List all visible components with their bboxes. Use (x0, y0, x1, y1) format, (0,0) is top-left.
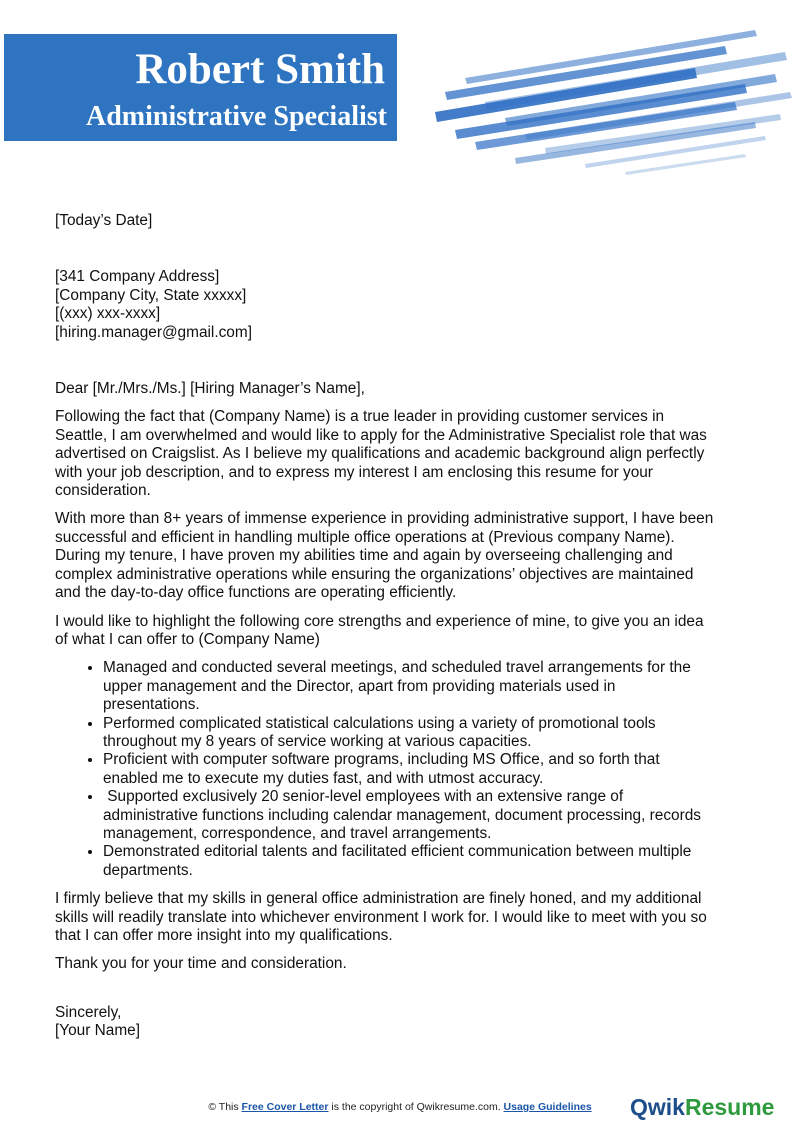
letter-body (55, 212, 767, 1041)
salutation: Dear [Mr./Mrs./Ms.] [Hiring Manager’s Name], (55, 380, 365, 398)
footer-prefix: © This (208, 1101, 242, 1113)
recipient-address (55, 268, 767, 342)
text-line: Seattle, I am overwhelmed and would like to apply for the Administrative Specialist role that was (55, 426, 707, 444)
list-item (103, 788, 767, 843)
text-line: throughout my 8 years of service working at various capacities. (103, 732, 532, 750)
list-item (103, 751, 767, 788)
text-line: • Managed and conducted several meetings, and scheduled travel arrangements for the (103, 659, 691, 677)
text-line: presentations. (103, 696, 200, 714)
text-line: of what I can offer to (Company Name) (55, 630, 320, 648)
text-line: Thank you for your time and consideration. (55, 955, 347, 973)
text-line: • Demonstrated editorial talents and facilitated efficient communication between multiple (103, 843, 692, 861)
text-line: and the day-to-day office functions are operating efficiently. (55, 584, 457, 602)
paragraph-closing (55, 890, 767, 945)
phone-line: [(xxx) xxx-xxxx] (55, 305, 161, 323)
strengths-list (55, 659, 767, 880)
decorative-stripes (425, 30, 795, 180)
logo-part-qwik: Qwik (630, 1094, 685, 1120)
text-line: advertised on Craigslist. As I believe my qualifications and academic background align perfectly (55, 445, 705, 463)
signoff: Sincerely, (55, 1003, 122, 1021)
letter-date: [Today’s Date] (55, 212, 153, 229)
header-banner (4, 34, 397, 141)
applicant-name: Robert Smith (135, 46, 385, 93)
text-line: complex administrative operations while ensuring the organizations’ objectives are maintained (55, 565, 694, 583)
text-line: consideration. (55, 482, 151, 500)
text-line: I would like to highlight the following core strengths and experience of mine, to give you an idea (55, 612, 704, 630)
text-line: During my tenure, I have proven my abilities time and again by overseeing challenging and (55, 547, 673, 565)
free-cover-letter-link[interactable]: Free Cover Letter (241, 1101, 329, 1113)
text-line: Following the fact that (Company Name) is a true leader in providing customer services in (55, 408, 665, 426)
text-line: I firmly believe that my skills in general office administration are finely honed, and my additional (55, 890, 702, 908)
text-line: administrative functions including calendar management, document processing, records (103, 806, 701, 824)
usage-guidelines-link[interactable]: Usage Guidelines (503, 1101, 592, 1113)
paragraph-experience (55, 510, 767, 602)
text-line: With more than 8+ years of immense experience in providing administrative support, I have been (55, 510, 714, 528)
text-line: with your job description, and to express my interest I am enclosing this resume for your (55, 463, 653, 481)
signature-name: [Your Name] (55, 1022, 140, 1040)
text-line: that I can offer more insight into my qualifications. (55, 927, 393, 944)
paragraph-thanks (55, 955, 767, 973)
text-line: successful and efficient in handling multiple office operations at (Previous company Name). (55, 528, 675, 546)
signoff-block (55, 1004, 767, 1041)
email-line: [hiring.manager@gmail.com] (55, 323, 252, 341)
footer-middle: is the copyright of Qwikresume.com. (328, 1101, 504, 1113)
text-line: upper management and the Director, apart from providing materials used in (103, 677, 616, 695)
list-item (103, 843, 767, 880)
text-line: skills will readily translate into whichever environment I work for. I would like to meet with you so (55, 908, 707, 926)
text-line: management, correspondence, and travel arrangements. (103, 824, 492, 842)
address-line: [341 Company Address] (55, 268, 220, 286)
paragraph-intro (55, 408, 767, 500)
text-line: • Performed complicated statistical calculations using a variety of promotional tools (103, 714, 656, 732)
text-line: departments. (103, 861, 193, 879)
city-state-line: [Company City, State xxxxx] (55, 286, 247, 304)
text-line: • Proficient with computer software programs, including MS Office, and so forth that (103, 751, 660, 769)
list-item (103, 715, 767, 752)
text-line: enabled me to execute my duties fast, and with utmost accuracy. (103, 769, 544, 787)
qwikresume-logo (630, 1094, 774, 1121)
applicant-title: Administrative Specialist (86, 101, 387, 132)
text-line: • Supported exclusively 20 senior-level employees with an extensive range of (103, 788, 624, 806)
logo-part-resume: Resume (684, 1094, 775, 1120)
paragraph-highlights-intro (55, 613, 767, 650)
list-item (103, 659, 767, 714)
